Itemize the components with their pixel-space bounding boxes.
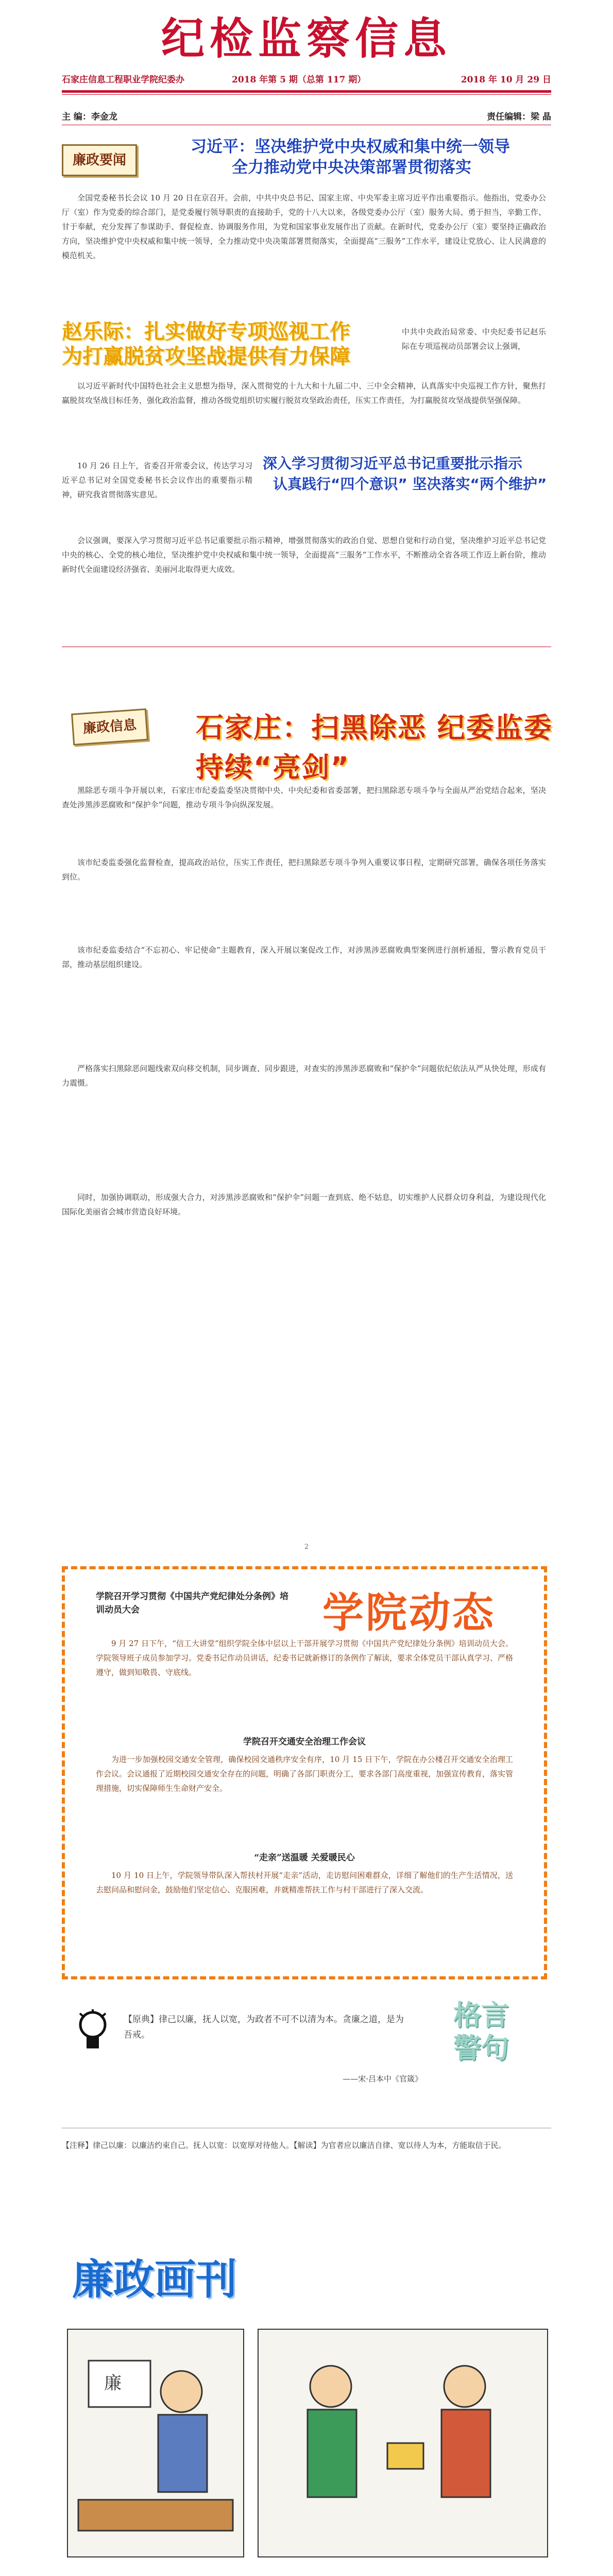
comic-panel-1: [67, 2329, 244, 2557]
newsletter-title: 纪检监察信息: [161, 13, 452, 64]
header-rule-thin: [62, 94, 551, 95]
motto-note: 【注释】律己以廉：以廉洁约束自己。抚人以宽：以宽厚对待他人。【解读】为官者应以廉洁自律、宽以待人为本，方能取信于民。: [62, 2141, 506, 2150]
news-item2-head1: 赵乐际：扎实做好专项巡视工作: [62, 320, 350, 344]
academy-item1-body: 9 月 27 日下午，“信工大讲堂”组织学院全体中层以上干部开展学习贯彻《中国共产党纪律处分条例》培训动员大会。学院领导班子成员参加学习。党委书记作动员讲话，纪委书记就新修订的条例作了解读，要求全体党员干部认真学习、严格遵守，做到知敬畏、守底线。: [96, 1639, 514, 1677]
issue-date: 2018 年 10 月 29 日: [461, 75, 551, 85]
news-item3-head1: 深入学习贯彻习近平总书记重要批示指示: [263, 455, 523, 472]
section-label-news: 廉政要闻: [62, 144, 137, 176]
news-item3-body: 会议强调，要深入学习贯彻习近平总书记重要批示指示精神，增强贯彻落实的政治自觉、思想自觉和行动自觉，坚决维护习近平总书记党中央的核心、全党的核心地位，坚决维护党中央权威和集中统一领导，全面提高“三服务”工作水平，不断推动全省各项工作迈上新台阶，推动新时代全面建设经济强省、美丽河北取得更大成效。: [62, 536, 546, 574]
header-rule: [62, 90, 551, 93]
news-item1-head1: 习近平：坚决维护党中央权威和集中统一领导: [191, 138, 510, 156]
motto-side-label: 格言警句: [453, 1999, 509, 2064]
local-paragraph-3: 该市纪委监委结合“不忘初心、牢记使命”主题教育，深入开展以案促改工作，对涉黑涉恶腐败典型案例进行剖析通报，警示教育党员干部，推动基层组织建设。: [62, 945, 546, 969]
masthead: [0, 0, 613, 82]
local-paragraph-5: 同时，加强协调联动，形成强大合力，对涉黑涉恶腐败和“保护伞”问题一查到底、绝不姑息，切实维护人民群众切身利益，为建设现代化国际化美丽省会城市营造良好环境。: [62, 1193, 546, 1216]
news-item3-lead: 10 月 26 日上午，省委召开常委会议，传达学习习近平总书记对全国党委秘书长会议作出的重要指示精神，研究我省贯彻落实意见。: [62, 461, 252, 499]
motto-source: ——宋·吕本中《官箴》: [343, 2074, 422, 2083]
news-item3-head2: 认真践行“四个意识” 坚决落实“两个维护”: [273, 476, 547, 493]
issue-number: 2018 年第 5 期（总第 117 期）: [232, 75, 366, 85]
chief-editor: 主 编：李金龙: [62, 112, 117, 122]
lightbulb-icon: [77, 2009, 108, 2056]
motto-quote: 【原典】律己以廉，抚人以宽，为政者不可不以清为本。贪廉之道，是为吾戒。: [124, 2014, 404, 2040]
section-label-local: 廉政信息: [71, 708, 148, 745]
issue-row: [62, 72, 551, 87]
publisher: 石家庄信息工程职业学院纪委办: [62, 75, 184, 85]
local-paragraph-2: 该市纪委监委强化监督检查，提高政治站位，压实工作责任，把扫黑除恶专项斗争列入重要议事日程，定期研究部署，确保各项任务落实到位。: [62, 858, 546, 882]
news-item2-headline: [62, 319, 391, 369]
news-item1-headline: [191, 137, 546, 178]
page-number-2: 2: [304, 1543, 309, 1551]
local-headline: 石家庄：扫黑除恶 纪委监委持续“亮剑”: [196, 711, 553, 784]
academy-item1-head: 学院召开学习贯彻《中国共产党纪律处分条例》培训动员大会: [96, 1591, 288, 1615]
academy-item2-head: 学院召开交通安全治理工作会议: [243, 1737, 366, 1747]
academy-item3-head: “走亲”送温暖 关爱暖民心: [254, 1853, 355, 1863]
academy-box: [62, 1566, 547, 1979]
svg-text:廉: 廉: [104, 2373, 122, 2394]
news-item2-head2: 为打赢脱贫攻坚战提供有力保障: [62, 345, 350, 368]
news-item1-body: 全国党委秘书长会议 10 月 20 日在京召开。会前，中共中央总书记、国家主席、中央军委主席习近平作出重要指示。他指出，党委办公厅（室）作为党委的综合部门，是党委履行领导职责的直接助手，党的十八大以来，各级党委办公厅（室）服务大局、勇于担当，辛勤工作、甘于奉献，充分发挥了参谋助手、督促检查、协调服务作用，为党和国家事业发展作出了贡献。在新时代，党委办公厅（室）要坚持正确政治方向，坚决维护党中央权威和集中统一领导，全力推动党中央决策部署贯彻落实，全面提高“三服务”工作水平，建设让党放心、让人民满意的模范机关。: [62, 193, 546, 260]
local-paragraph-4: 严格落实扫黑除恶问题线索双向移交机制，同步调查、同步跟进，对查实的涉黑涉恶腐败和“保护伞”问题依纪依法从严从快处理，形成有力震慑。: [62, 1064, 546, 1088]
news-item2-body: 以习近平新时代中国特色社会主义思想为指导，深入贯彻党的十九大和十九届二中、三中全会精神，认真落实中央巡视工作方针，聚焦打赢脱贫攻坚战目标任务，强化政治监督，推动各级党组织切实履行脱贫攻坚政治责任，压实工作责任，为打赢脱贫攻坚战提供坚强保障。: [62, 381, 546, 405]
local-paragraph-1: 黑除恶专项斗争开展以来，石家庄市纪委监委坚决贯彻中央、中央纪委和省委部署，把扫黑除恶专项斗争与全面从严治党结合起来，坚决查处涉黑涉恶腐败和“保护伞”问题，推动专项斗争向纵深发展。: [62, 786, 546, 809]
news-item3-headline: [263, 453, 551, 495]
news-item1-head2: 全力推动党中央决策部署贯彻落实: [232, 158, 471, 177]
news-item2-body-right: 中共中央政治局常委、中央纪委书记赵乐际在专项巡视动员部署会议上强调，: [402, 327, 546, 351]
academy-item3-body: 10 月 10 日上午，学院领导带队深入帮扶村开展“走亲”活动，走访慰问困难群众，详细了解他们的生产生活情况，送去慰问品和慰问金，鼓励他们坚定信心、克服困难，并就精准帮扶工作与村干部进行了深入交流。: [96, 1871, 513, 1894]
academy-title: 学院动态: [322, 1589, 496, 1637]
responsible-editor: 责任编辑：梁 晶: [487, 112, 551, 122]
academy-item2-body: 为进一步加强校园交通安全管理，确保校园交通秩序安全有序，10 月 15 日下午，学院在办公楼召开交通安全治理工作会议。会议通报了近期校园交通安全存在的问题，明确了各部门职责分工，要求各部门高度重视，加强宣传教育，落实管理措施，切实保障师生生命财产安全。: [96, 1755, 514, 1793]
comics-title: 廉政画刊: [72, 2256, 237, 2303]
comic-panel-2: [258, 2329, 548, 2557]
